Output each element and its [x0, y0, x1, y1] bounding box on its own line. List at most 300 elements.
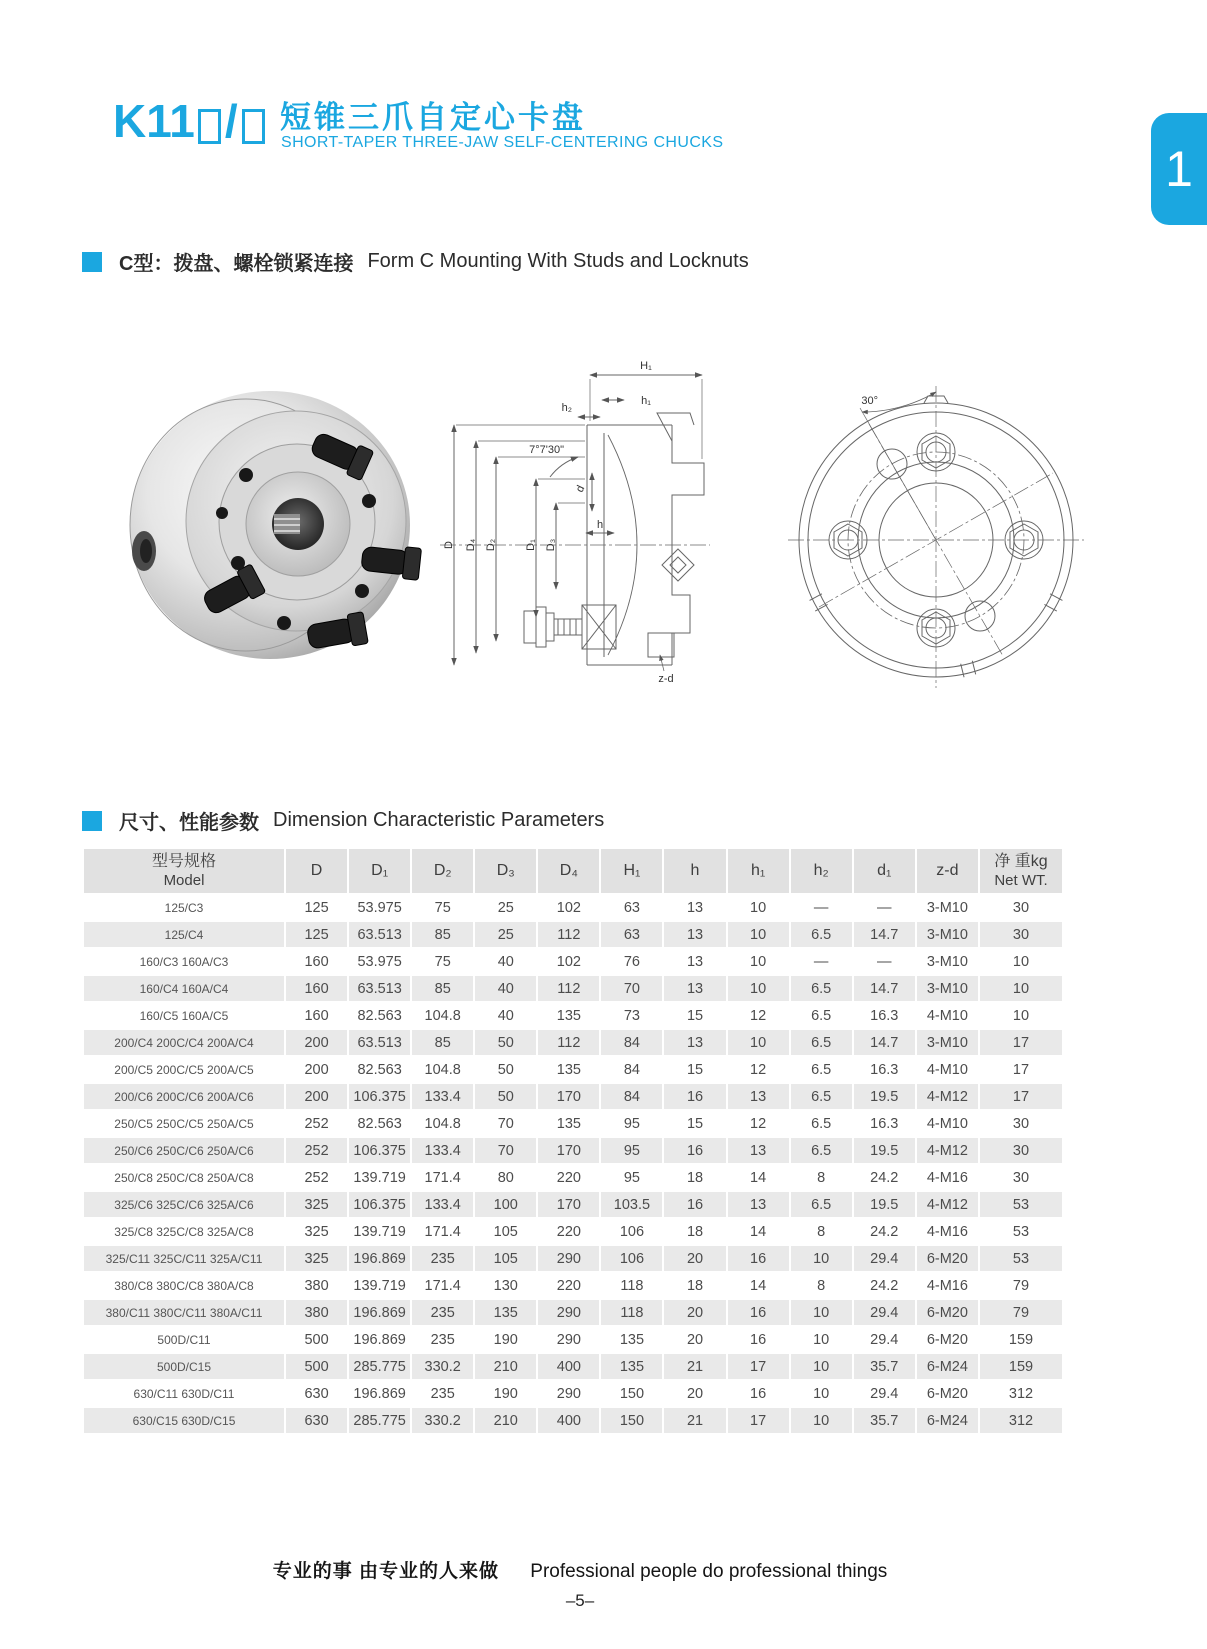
value-cell: 30: [980, 922, 1062, 947]
value-cell: 75: [412, 895, 473, 920]
table-row: [84, 1165, 1062, 1190]
dim-label-h1: h₁: [641, 395, 651, 407]
value-cell: 4-M16: [917, 1165, 978, 1190]
value-cell: 82.563: [349, 1057, 410, 1082]
dim-label-30deg: 30°: [861, 395, 878, 407]
value-cell: 12: [728, 1111, 789, 1136]
model-cell: 160/C4 160A/C4: [84, 976, 284, 1001]
value-cell: 106.375: [349, 1084, 410, 1109]
value-cell: 3-M10: [917, 1030, 978, 1055]
table-row: [84, 1300, 1062, 1325]
value-cell: 150: [601, 1381, 662, 1406]
value-cell: 312: [980, 1408, 1062, 1433]
value-cell: 10: [980, 976, 1062, 1001]
value-cell: 10: [791, 1300, 852, 1325]
value-cell: 103.5: [601, 1192, 662, 1217]
value-cell: 125: [286, 922, 347, 947]
section-heading-mounting: [82, 247, 749, 276]
value-cell: 13: [664, 922, 725, 947]
value-cell: 16: [728, 1327, 789, 1352]
value-cell: 235: [412, 1381, 473, 1406]
value-cell: 6.5: [791, 922, 852, 947]
value-cell: 10: [728, 976, 789, 1001]
value-cell: 380: [286, 1273, 347, 1298]
value-cell: 133.4: [412, 1084, 473, 1109]
model-cell: 200/C6 200C/C6 200A/C6: [84, 1084, 284, 1109]
value-cell: 6-M20: [917, 1246, 978, 1271]
value-cell: 6.5: [791, 1138, 852, 1163]
model-cell: 200/C5 200C/C5 200A/C5: [84, 1057, 284, 1082]
value-cell: 20: [664, 1327, 725, 1352]
column-header: H₁: [601, 849, 662, 893]
value-cell: 8: [791, 1165, 852, 1190]
section-bullet-icon: [82, 811, 102, 831]
value-cell: 17: [980, 1030, 1062, 1055]
column-header: D₂: [412, 849, 473, 893]
value-cell: 105: [475, 1219, 536, 1244]
value-cell: 630: [286, 1408, 347, 1433]
dim-label-D3: D₃: [545, 538, 557, 552]
value-cell: 3-M10: [917, 895, 978, 920]
value-cell: 112: [538, 922, 599, 947]
value-cell: 16: [664, 1192, 725, 1217]
value-cell: 29.4: [854, 1327, 915, 1352]
value-cell: 12: [728, 1057, 789, 1082]
value-cell: 82.563: [349, 1111, 410, 1136]
value-cell: 10: [791, 1354, 852, 1379]
model-code-text: K11: [113, 95, 195, 147]
value-cell: —: [854, 949, 915, 974]
value-cell: 196.869: [349, 1327, 410, 1352]
dim-label-angle: 7°7'30": [529, 444, 564, 456]
value-cell: 84: [601, 1030, 662, 1055]
value-cell: 85: [412, 1030, 473, 1055]
value-cell: 17: [728, 1354, 789, 1379]
value-cell: 6-M20: [917, 1381, 978, 1406]
value-cell: 196.869: [349, 1300, 410, 1325]
section-label-cn: 尺寸、性能参数: [119, 812, 259, 834]
value-cell: 25: [475, 895, 536, 920]
value-cell: 160: [286, 949, 347, 974]
value-cell: 3-M10: [917, 949, 978, 974]
value-cell: 106.375: [349, 1192, 410, 1217]
value-cell: 12: [728, 1003, 789, 1028]
value-cell: 10: [728, 895, 789, 920]
value-cell: 6.5: [791, 976, 852, 1001]
value-cell: 325: [286, 1192, 347, 1217]
value-cell: 3-M10: [917, 922, 978, 947]
value-cell: 21: [664, 1354, 725, 1379]
table-row: [84, 1219, 1062, 1244]
value-cell: 4-M12: [917, 1138, 978, 1163]
value-cell: 135: [538, 1057, 599, 1082]
table-row: [84, 1246, 1062, 1271]
value-cell: 100: [475, 1192, 536, 1217]
value-cell: 4-M10: [917, 1003, 978, 1028]
value-cell: 10: [728, 949, 789, 974]
table-body: [84, 895, 1062, 1433]
value-cell: 290: [538, 1246, 599, 1271]
value-cell: 40: [475, 976, 536, 1001]
column-header: z-d: [917, 849, 978, 893]
value-cell: 6.5: [791, 1030, 852, 1055]
value-cell: 14.7: [854, 976, 915, 1001]
value-cell: 30: [980, 1138, 1062, 1163]
value-cell: 4-M12: [917, 1084, 978, 1109]
value-cell: 10: [791, 1327, 852, 1352]
value-cell: 112: [538, 976, 599, 1001]
value-cell: 85: [412, 976, 473, 1001]
chapter-tab: [1151, 113, 1207, 225]
value-cell: —: [854, 895, 915, 920]
value-cell: 312: [980, 1381, 1062, 1406]
value-cell: 13: [728, 1138, 789, 1163]
value-cell: 325: [286, 1219, 347, 1244]
value-cell: 79: [980, 1300, 1062, 1325]
value-cell: 133.4: [412, 1192, 473, 1217]
value-cell: 18: [664, 1273, 725, 1298]
value-cell: 17: [980, 1084, 1062, 1109]
table-row: [84, 1030, 1062, 1055]
value-cell: 102: [538, 949, 599, 974]
value-cell: 29.4: [854, 1300, 915, 1325]
table-row: [84, 1111, 1062, 1136]
value-cell: 24.2: [854, 1219, 915, 1244]
value-cell: 106: [601, 1246, 662, 1271]
model-cell: 630/C15 630D/C15: [84, 1408, 284, 1433]
value-cell: 95: [601, 1111, 662, 1136]
section-heading-dimensions: [82, 806, 604, 835]
model-cell: 500D/C11: [84, 1327, 284, 1352]
value-cell: 73: [601, 1003, 662, 1028]
page-number: –5–: [565, 1591, 595, 1610]
value-cell: 200: [286, 1057, 347, 1082]
table-row: [84, 1273, 1062, 1298]
value-cell: 20: [664, 1300, 725, 1325]
value-cell: 170: [538, 1084, 599, 1109]
value-cell: 170: [538, 1138, 599, 1163]
value-cell: 50: [475, 1057, 536, 1082]
value-cell: 17: [728, 1408, 789, 1433]
value-cell: 10: [791, 1408, 852, 1433]
value-cell: 25: [475, 922, 536, 947]
value-cell: 63: [601, 922, 662, 947]
value-cell: 171.4: [412, 1165, 473, 1190]
value-cell: 4-M10: [917, 1057, 978, 1082]
value-cell: 13: [728, 1084, 789, 1109]
value-cell: 10: [980, 1003, 1062, 1028]
value-cell: 40: [475, 1003, 536, 1028]
model-cell: 160/C5 160A/C5: [84, 1003, 284, 1028]
value-cell: 106: [601, 1219, 662, 1244]
model-cell: 160/C3 160A/C3: [84, 949, 284, 974]
section-label-cn: C型：拨盘、螺栓锁紧连接: [119, 253, 354, 275]
value-cell: 200: [286, 1030, 347, 1055]
value-cell: 10: [728, 922, 789, 947]
model-cell: 325/C11 325C/C11 325A/C11: [84, 1246, 284, 1271]
value-cell: 160: [286, 1003, 347, 1028]
value-cell: 252: [286, 1138, 347, 1163]
column-header: 型号规格 Model: [84, 849, 284, 893]
value-cell: 118: [601, 1273, 662, 1298]
front-view-drawing: [786, 378, 1088, 690]
value-cell: 290: [538, 1300, 599, 1325]
value-cell: 3-M10: [917, 976, 978, 1001]
model-cell: 500D/C15: [84, 1354, 284, 1379]
value-cell: 13: [664, 976, 725, 1001]
model-cell: 125/C4: [84, 922, 284, 947]
footer-slogan: [0, 1556, 1160, 1583]
footer-slogan-cn: 专业的事 由专业的人来做: [272, 1561, 499, 1582]
value-cell: 14.7: [854, 922, 915, 947]
value-cell: 102: [538, 895, 599, 920]
value-cell: 53.975: [349, 895, 410, 920]
dim-label-zd: z-d: [658, 673, 674, 685]
value-cell: 104.8: [412, 1003, 473, 1028]
value-cell: 63.513: [349, 922, 410, 947]
value-cell: 35.7: [854, 1354, 915, 1379]
value-cell: 85: [412, 922, 473, 947]
value-cell: 330.2: [412, 1408, 473, 1433]
value-cell: 16.3: [854, 1057, 915, 1082]
value-cell: 70: [475, 1138, 536, 1163]
table-head: [84, 849, 1062, 893]
model-cell: 630/C11 630D/C11: [84, 1381, 284, 1406]
section-label-en: Dimension Characteristic Parameters: [273, 809, 605, 831]
value-cell: 4-M12: [917, 1192, 978, 1217]
value-cell: 220: [538, 1273, 599, 1298]
value-cell: 10: [791, 1246, 852, 1271]
value-cell: 8: [791, 1219, 852, 1244]
placeholder-box: [198, 109, 221, 144]
value-cell: 500: [286, 1354, 347, 1379]
placeholder-box: [242, 109, 265, 144]
value-cell: 29.4: [854, 1246, 915, 1271]
value-cell: 13: [664, 895, 725, 920]
value-cell: 6-M20: [917, 1327, 978, 1352]
value-cell: 53: [980, 1192, 1062, 1217]
model-code-separator: /: [224, 95, 238, 147]
value-cell: 95: [601, 1165, 662, 1190]
value-cell: 6-M24: [917, 1354, 978, 1379]
value-cell: 16.3: [854, 1003, 915, 1028]
value-cell: 6-M20: [917, 1300, 978, 1325]
value-cell: 135: [601, 1327, 662, 1352]
value-cell: 210: [475, 1408, 536, 1433]
table-row: [84, 976, 1062, 1001]
value-cell: 13: [664, 949, 725, 974]
model-cell: 125/C3: [84, 895, 284, 920]
value-cell: 220: [538, 1219, 599, 1244]
value-cell: 13: [664, 1030, 725, 1055]
column-header: D₁: [349, 849, 410, 893]
section-bullet-icon: [82, 252, 102, 272]
value-cell: 63.513: [349, 1030, 410, 1055]
value-cell: 125: [286, 895, 347, 920]
value-cell: 75: [412, 949, 473, 974]
value-cell: 20: [664, 1381, 725, 1406]
value-cell: 53: [980, 1246, 1062, 1271]
table-row: [84, 922, 1062, 947]
value-cell: 15: [664, 1057, 725, 1082]
value-cell: 16: [664, 1138, 725, 1163]
value-cell: 21: [664, 1408, 725, 1433]
model-cell: 250/C6 250C/C6 250A/C6: [84, 1138, 284, 1163]
value-cell: 6.5: [791, 1057, 852, 1082]
value-cell: 6.5: [791, 1111, 852, 1136]
value-cell: 139.719: [349, 1273, 410, 1298]
value-cell: 135: [538, 1003, 599, 1028]
value-cell: 16: [664, 1084, 725, 1109]
model-cell: 325/C8 325C/C8 325A/C8: [84, 1219, 284, 1244]
value-cell: 30: [980, 1165, 1062, 1190]
model-code: [113, 95, 268, 147]
value-cell: 13: [728, 1192, 789, 1217]
value-cell: 6.5: [791, 1192, 852, 1217]
value-cell: 82.563: [349, 1003, 410, 1028]
value-cell: 139.719: [349, 1165, 410, 1190]
model-cell: 380/C8 380C/C8 380A/C8: [84, 1273, 284, 1298]
value-cell: 14: [728, 1219, 789, 1244]
model-cell: 250/C8 250C/C8 250A/C8: [84, 1165, 284, 1190]
value-cell: 16: [728, 1246, 789, 1271]
value-cell: 10: [980, 949, 1062, 974]
value-cell: 190: [475, 1381, 536, 1406]
model-cell: 325/C6 325C/C6 325A/C6: [84, 1192, 284, 1217]
column-header: h: [664, 849, 725, 893]
value-cell: 133.4: [412, 1138, 473, 1163]
table-row: [84, 1408, 1062, 1433]
value-cell: 16.3: [854, 1111, 915, 1136]
value-cell: 19.5: [854, 1192, 915, 1217]
value-cell: 325: [286, 1246, 347, 1271]
column-header: D₄: [538, 849, 599, 893]
value-cell: 70: [601, 976, 662, 1001]
value-cell: 135: [538, 1111, 599, 1136]
value-cell: 63: [601, 895, 662, 920]
table-row: [84, 1084, 1062, 1109]
value-cell: 200: [286, 1084, 347, 1109]
value-cell: 4-M16: [917, 1273, 978, 1298]
value-cell: 40: [475, 949, 536, 974]
dim-label-D: D: [443, 541, 455, 549]
section-view-drawing: [432, 345, 712, 685]
value-cell: 18: [664, 1219, 725, 1244]
dim-label-h: h: [596, 519, 604, 531]
value-cell: 139.719: [349, 1219, 410, 1244]
value-cell: 290: [538, 1327, 599, 1352]
section-label-en: Form C Mounting With Studs and Locknuts: [367, 250, 749, 272]
value-cell: 30: [980, 895, 1062, 920]
value-cell: 6.5: [791, 1003, 852, 1028]
value-cell: 84: [601, 1057, 662, 1082]
value-cell: 24.2: [854, 1273, 915, 1298]
model-cell: 250/C5 250C/C5 250A/C5: [84, 1111, 284, 1136]
value-cell: 6.5: [791, 1084, 852, 1109]
value-cell: 15: [664, 1111, 725, 1136]
value-cell: 50: [475, 1084, 536, 1109]
column-header: d₁: [854, 849, 915, 893]
value-cell: 84: [601, 1084, 662, 1109]
column-header: 净 重kg Net WT.: [980, 849, 1062, 893]
table-row: [84, 895, 1062, 920]
table-row: [84, 1354, 1062, 1379]
value-cell: 235: [412, 1327, 473, 1352]
dim-label-d: d: [573, 483, 588, 495]
value-cell: 53.975: [349, 949, 410, 974]
value-cell: 104.8: [412, 1057, 473, 1082]
header-row: [84, 849, 1062, 893]
value-cell: 105: [475, 1246, 536, 1271]
value-cell: 159: [980, 1327, 1062, 1352]
value-cell: 135: [475, 1300, 536, 1325]
page-title-cn: 短锥三爪自定心卡盘: [280, 100, 586, 135]
value-cell: 285.775: [349, 1354, 410, 1379]
value-cell: —: [791, 949, 852, 974]
value-cell: 70: [475, 1111, 536, 1136]
value-cell: 16: [728, 1381, 789, 1406]
value-cell: 63.513: [349, 976, 410, 1001]
value-cell: 18: [664, 1165, 725, 1190]
value-cell: 95: [601, 1138, 662, 1163]
value-cell: 10: [728, 1030, 789, 1055]
value-cell: 8: [791, 1273, 852, 1298]
value-cell: 118: [601, 1300, 662, 1325]
value-cell: 76: [601, 949, 662, 974]
footer-slogan-en: Professional people do professional things: [530, 1561, 888, 1582]
column-header: D₃: [475, 849, 536, 893]
value-cell: 159: [980, 1354, 1062, 1379]
value-cell: 14: [728, 1273, 789, 1298]
value-cell: 130: [475, 1273, 536, 1298]
value-cell: 400: [538, 1408, 599, 1433]
value-cell: 35.7: [854, 1408, 915, 1433]
value-cell: 220: [538, 1165, 599, 1190]
value-cell: 290: [538, 1381, 599, 1406]
chuck-photo: [126, 383, 428, 671]
value-cell: 14.7: [854, 1030, 915, 1055]
value-cell: 4-M16: [917, 1219, 978, 1244]
value-cell: 19.5: [854, 1138, 915, 1163]
value-cell: 160: [286, 976, 347, 1001]
table-row: [84, 949, 1062, 974]
value-cell: —: [791, 895, 852, 920]
value-cell: 170: [538, 1192, 599, 1217]
value-cell: 285.775: [349, 1408, 410, 1433]
value-cell: 330.2: [412, 1354, 473, 1379]
dim-label-H1: H₁: [640, 360, 652, 372]
value-cell: 4-M10: [917, 1111, 978, 1136]
dim-label-D4: D₄: [465, 538, 477, 552]
value-cell: 235: [412, 1300, 473, 1325]
value-cell: 196.869: [349, 1246, 410, 1271]
value-cell: 235: [412, 1246, 473, 1271]
value-cell: 15: [664, 1003, 725, 1028]
value-cell: 19.5: [854, 1084, 915, 1109]
table-row: [84, 1057, 1062, 1082]
table-row: [84, 1381, 1062, 1406]
value-cell: 24.2: [854, 1165, 915, 1190]
value-cell: 190: [475, 1327, 536, 1352]
value-cell: 17: [980, 1057, 1062, 1082]
value-cell: 16: [728, 1300, 789, 1325]
value-cell: 400: [538, 1354, 599, 1379]
dim-label-D2: D₂: [485, 538, 497, 552]
column-header: h₁: [728, 849, 789, 893]
value-cell: 252: [286, 1111, 347, 1136]
value-cell: 104.8: [412, 1111, 473, 1136]
column-header: h₂: [791, 849, 852, 893]
